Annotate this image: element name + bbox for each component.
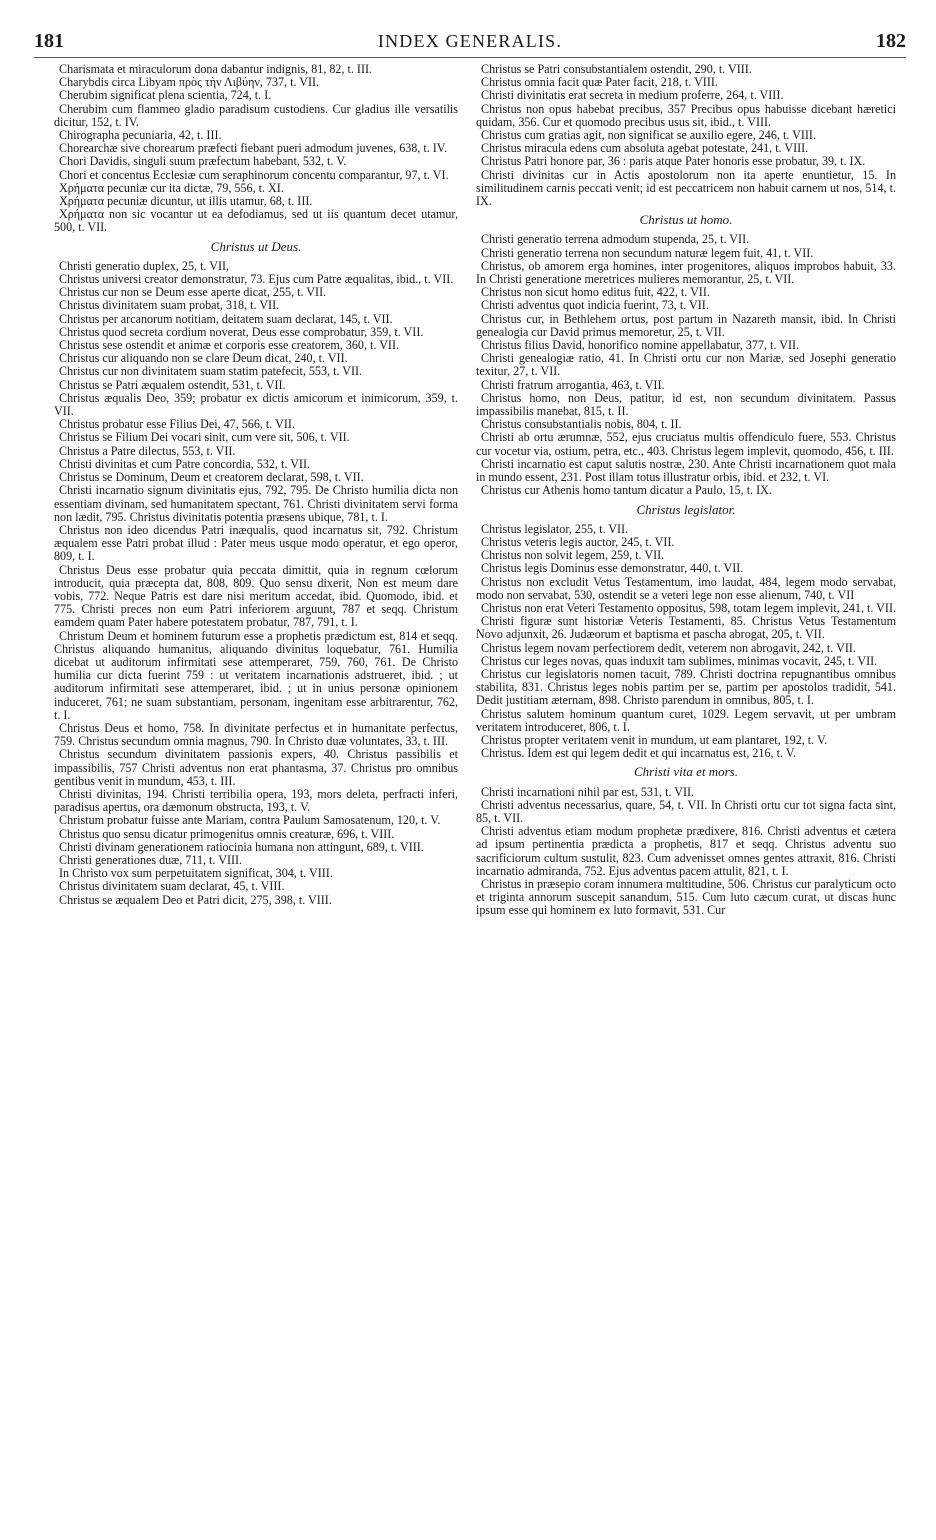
index-entry: Christi incarnatio signum divinitatis ejus, 792, 795. De Christo humilia dicta non essentiam divinam, sed humanitatem spectant, 761. Christi divinitatem servi forma non lædit, 795. Christus divinitatis potentia præsens ubique, 781, t. I. xyxy=(54,483,458,524)
index-entry: Christus cur Athenis homo tantum dicatur a Paulo, 15, t. IX. xyxy=(481,483,772,498)
index-entry: Christus miracula edens cum absoluta agebat potestate, 241, t. VIII. xyxy=(481,141,809,156)
index-entry: Cherubim significat plena scientia, 724, t. I. xyxy=(59,88,272,103)
page-number-left: 181 xyxy=(34,30,64,52)
index-entry: Christus non ideo dicendus Patri inæqualis, quod incarnatus sit, 792. Christum æqualem esse Patri probat illud : Pater meus usque modo operatur, et ego operor, 809, t. I. xyxy=(54,522,458,564)
index-entry: Christus consubstantialis nobis, 804, t. II. xyxy=(481,417,682,432)
index-entry: Christus se æqualem Deo et Patri dicit, 275, 398, t. VIII. xyxy=(59,892,332,907)
index-entry: Christus cum gratias agit, non significat se auxilio egere, 246, t. VIII. xyxy=(481,128,816,143)
index-entry: Christus cur legislatoris nomen tacuit, 789. Christi doctrina repugnantibus omnibus stabilita, 831. Christus leges nobis partim per se, partim per apostolos tradidit, 541. Dedit justitiam æternam, 898. Christo parendum in omnibus, 805, t. I. xyxy=(476,666,896,708)
index-entry: Christi figuræ sunt historiæ Veteris Testamenti, 85. Christus Vetus Testamentum Novo adjunxit, 26. Judæorum et baptisma et pascha abrogat, 205, t. VII. xyxy=(476,614,896,642)
section-heading: Christus ut Deus. xyxy=(210,238,302,254)
index-entry: Christi divinitas et cum Patre concordia, 532, t. VII. xyxy=(59,456,311,471)
index-entry: Chorearchæ sive chorearum præfecti fiebant pueri admodum juvenes, 638, t. IV. xyxy=(59,141,448,156)
index-entry: Χρήματα non sic vocantur ut ea defodiamus, sed ut iis quantum decet utamur, 500, t. VII. xyxy=(54,207,458,235)
index-entry: Chori et concentus Ecclesiæ cum seraphinorum concentu comparantur, 97, t. VI. xyxy=(59,167,449,182)
right-column xyxy=(476,63,896,918)
index-entry: Christi generatio terrena admodum stupenda, 25, t. VII. xyxy=(481,232,750,247)
index-entry: Christus Patri honore par, 36 : paris atque Pater honoris esse probatur, 39, t. IX. xyxy=(481,154,866,169)
index-entry: Christus non excludit Vetus Testamentum, imo laudat, 484, legem modo servabat, modo non servabat, 530, ostendit se a veteri lege non esse alienum, 740, t. VII xyxy=(476,574,896,602)
index-entry: Christus. Idem est qui legem dedit et qui incarnatus est, 216, t. V. xyxy=(481,746,796,761)
index-entry: Christus omnia facit quæ Pater facit, 218, t. VIII. xyxy=(481,75,718,90)
index-entry: Christus æqualis Deo, 359; probatur ex dictis amicorum et inimicorum, 359, t. VII. xyxy=(54,390,458,419)
index-entry: Christi adventus necessarius, quare, 54, t. VII. In Christi ortu cur tot signa facta sint, 85, t. VII. xyxy=(476,797,896,825)
index-entry: Christus universi creator demonstratur, 73. Ejus cum Patre æqualitas, ibid., t. VII. xyxy=(59,272,454,287)
index-entry: Christus divinitatem suam declarat, 45, t. VIII. xyxy=(59,879,285,894)
index-entry: Christus se Patri æqualem ostendit, 531, t. VII. xyxy=(59,377,286,392)
index-entry: Christus a Patre dilectus, 553, t. VII. xyxy=(59,443,236,458)
index-entry: Christus legis Dominus esse demonstratur, 440, t. VII. xyxy=(481,561,744,576)
index-entry: Christus per arcanorum notitiam, deitatem suam declarat, 145, t. VII. xyxy=(59,311,393,326)
header-rule xyxy=(34,57,906,58)
index-entry: Christi divinitas, 194. Christi terribilia opera, 193, mors deleta, perfracti inferi, paradisus apertus, ora dæmonum obstructa, 193, t. V. xyxy=(54,786,458,815)
section-heading: Christus ut homo. xyxy=(639,212,733,228)
index-entry: Christus quod secreta cordium noverat, Deus esse comprobatur, 359, t. VII. xyxy=(59,324,424,339)
index-entry: Christus filius David, honorifico nomine appellabatur, 377, t. VII. xyxy=(481,338,800,353)
index-entry: Christus, ob amorem erga homines, inter progenitores, aliquos improbos habuit, 33. In Christi generatione meretrices mulieres memorantur, 25, t. VII. xyxy=(476,258,896,287)
index-entry: Christus propter veritatem venit in mundum, ut eam plantaret, 192, t. V. xyxy=(481,732,828,747)
index-entry: Christus se Patri consubstantialem ostendit, 290, t. VIII. xyxy=(481,62,752,76)
running-title: INDEX GENERALIS. xyxy=(377,31,563,51)
index-entry: Charybdis circa Libyam πρὸς τὴν Λιβύην, 737, t. VII. xyxy=(59,75,320,90)
index-entry: Christi divinam generationem ratiocinia humana non attingunt, 689, t. VIII. xyxy=(59,839,424,854)
index-entry: Christum probatur fuisse ante Mariam, contra Paulum Samosatenum, 120, t. V. xyxy=(59,813,441,828)
index-entry: Christus in præsepio coram innumera multitudine, 506. Christus cur paralyticum octo et triginta annorum suscepit sanandum, 515. Cum luto cæcum curat, ut discas hunc ipsum esse qui hominem ex luto formavit, 531. Cur xyxy=(476,876,896,918)
index-entry: Christus se Dominum, Deum et creatorem declarat, 598, t. VII. xyxy=(59,470,364,485)
index-entry: Christus non opus habebat precibus, 357 Precibus opus habuisse dicebant hæretici quidam, 356. Cur et quomodo precibus usus sit, ibid., t. VIII. xyxy=(476,101,896,129)
section-heading: Christus legislator. xyxy=(636,501,736,517)
index-entry: Christus homo, non Deus, patitur, id est, non secundum divinitatem. Passus impassibilis manebat, 815, t. II. xyxy=(476,390,896,419)
left-column xyxy=(54,63,458,907)
index-entry: Christus cur non se Deum esse aperte dicat, 255, t. VII. xyxy=(59,285,327,300)
index-entry: Christus non solvit legem, 259, t. VII. xyxy=(481,548,665,563)
index-entry: Christus salutem hominum quantum curet, 1029. Legem servavit, ut per umbram veritatem introduceret, 806, t. I. xyxy=(476,706,896,734)
index-entry: Christi incarnatio est caput salutis nostræ, 230. Ante Christi incarnationem quot mala in mundo essent, 231. Post illam totus illustratur orbis, ibid. et 232, t. VI. xyxy=(476,456,896,485)
index-entry: In Christo vox sum perpetuitatem significat, 304, t. VIII. xyxy=(59,866,333,881)
index-entry: Christus sese ostendit et animæ et corporis esse creatorem, 360, t. VII. xyxy=(59,338,400,353)
page-number-right: 182 xyxy=(876,30,906,52)
index-entry: Chori Davidis, singuli suum præfectum habebant, 532, t. V. xyxy=(59,154,347,169)
section-heading: Christi vita et mors. xyxy=(633,764,738,780)
index-entry: Christi divinitatis erat secreta in medium proferre, 264, t. VIII. xyxy=(481,88,784,103)
index-entry: Christus cur non divinitatem suam statim patefecit, 553, t. VII. xyxy=(59,364,363,379)
index-entry: Christus legislator, 255, t. VII. xyxy=(481,521,629,536)
index-entry: Christi adventus etiam modum prophetæ prædixere, 816. Christi adventus et cætera ad ipsum pertinentia prædicta a prophetis, 817 et seqq. Christus adventu suo sacrificiorum cultum sustulit, 823. Cum advenisset omnes gentes attraxit, 816. Christi incarnatio admiranda, 752. Ejus adventus pacem attulit, 821, t. I. xyxy=(476,824,896,878)
index-entry: Christus non erat Veteri Testamento oppositus, 598, totam legem implevit, 241, t. VII. xyxy=(481,600,896,615)
index-entry: Christi incarnationi nihil par est, 531, t. VII. xyxy=(481,784,695,799)
page-header xyxy=(34,30,906,60)
index-entry: Christus legem novam perfectiorem dedit, veterem non abrogavit, 242, t. VII. xyxy=(481,640,856,655)
index-entry: Christus veteris legis auctor, 245, t. VII. xyxy=(481,534,675,549)
index-entry: Christus probatur esse Filius Dei, 47, 566, t. VII. xyxy=(59,417,295,432)
index-entry: Christus secundum divinitatem passionis expers, 40. Christus passibilis et impassibilis, 757 Christi adventus non erat phantasma, 37. Christus pro omnibus gentibus venit in mundum, 453, t. III. xyxy=(54,747,458,788)
index-entry: Christi fratrum arrogantia, 463, t. VII. xyxy=(481,377,665,392)
index-entry: Chirographa pecuniaria, 42, t. III. xyxy=(59,128,222,143)
index-entry: Christus divinitatem suam probat, 318, t. VII. xyxy=(59,298,280,313)
index-entry: Charismata et miraculorum dona dabantur indignis, 81, 82, t. III. xyxy=(59,62,373,76)
index-entry: Christi generationes duæ, 711, t. VIII. xyxy=(59,852,243,867)
index-entry: Cherubim cum flammeo gladio paradisum custodiens. Cur gladius ille versatilis dicitur, 152, t. IV. xyxy=(54,101,458,129)
index-entry: Christus non sicut homo editus fuit, 422, t. VII. xyxy=(481,285,710,300)
index-entry: Christus cur leges novas, quas induxit tam sublimes, minimas vocavit, 245, t. VII. xyxy=(481,653,878,668)
index-entry: Christus quo sensu dicatur primogenitus omnis creaturæ, 696, t. VIII. xyxy=(59,826,395,841)
index-entry: Christi adventus quot indicia fuerint, 73, t. VII. xyxy=(481,298,709,313)
index-entry: Christus Deus esse probatur quia peccata dimittit, quia in regnum cœlorum introducit, quia præcepta dat, 808, 809. Quo sensu dixerit, Non est meum dare vobis, 772. Neque Patris est dare nisi meritum accedat, ibid. Quomodo, ibid. et 775. Christi preces non eum Patri inferiorem arguunt, 787 et seqq. Christum eamdem quam Pater habere potestatem probatur, 787, 791, t. I. xyxy=(54,562,458,630)
index-entry: Christi genealogiæ ratio, 41. In Christi ortu cur non Mariæ, sed Josephi generatio texitur, 27, t. VII. xyxy=(476,351,896,379)
index-entry: Christus Deus et homo, 758. In divinitate perfectus et in humanitate perfectus, 759. Christus secundum omnia magnus, 790. In Christo duæ voluntates, 33, t. III. xyxy=(54,720,458,749)
index-entry: Christi generatio duplex, 25, t. VII, xyxy=(59,258,230,273)
index-entry: Χρήματα pecuniæ cur ita dictæ, 79, 556, t. XI. xyxy=(59,180,284,195)
index-entry: Christus cur aliquando non se clare Deum dicat, 240, t. VII. xyxy=(59,351,348,366)
index-entry: Christi generatio terrena non secundum naturæ legem fuit, 41, t. VII. xyxy=(481,245,814,260)
index-entry: Χρήματα pecuniæ dicuntur, ut illis utamur, 68, t. III. xyxy=(59,194,313,209)
index-entry: Christus cur, in Bethlehem ortus, post partum in Nazareth mansit, ibid. In Christi genealogia cur David primus memoretur, 25, t. VII. xyxy=(476,311,896,339)
index-entry: Christus se Filium Dei vocari sinit, cum vere sit, 506, t. VII. xyxy=(59,430,350,445)
index-entry: Christum Deum et hominem futurum esse a prophetis prædictum est, 814 et seqq. Christus aliquando humanitus, aliquando divinitus loquebatur, 761. Humilia dicebat ut auditorum infirmitati sese attemperaret, 759, 760, 761. De Christo humilia cur dicta fuerint 759 : ut veritatem incarnationis adstrueret, ibid. ; ut auditorum infirmitati sese attemperaret, ibid. ; ut in unius personæ opinionem induceret, 761; ne suam substantiam, personam, ingenitam esse arbitrarentur, 762, t. I. xyxy=(54,628,458,722)
index-entry: Christi divinitas cur in Actis apostolorum non ita aperte enuntietur, 15. In similitudinem carnis peccati venit; id est peccatricem non habuit carnem ut nos, 514, t. IX. xyxy=(476,167,896,209)
index-entry: Christi ab ortu ærumnæ, 552, ejus cruciatus multis offendiculo fuere, 553. Christus cur vocetur via, ostium, petra, etc., 403. Christus legem implevit, quomodo, 456, t. III. xyxy=(476,430,896,458)
